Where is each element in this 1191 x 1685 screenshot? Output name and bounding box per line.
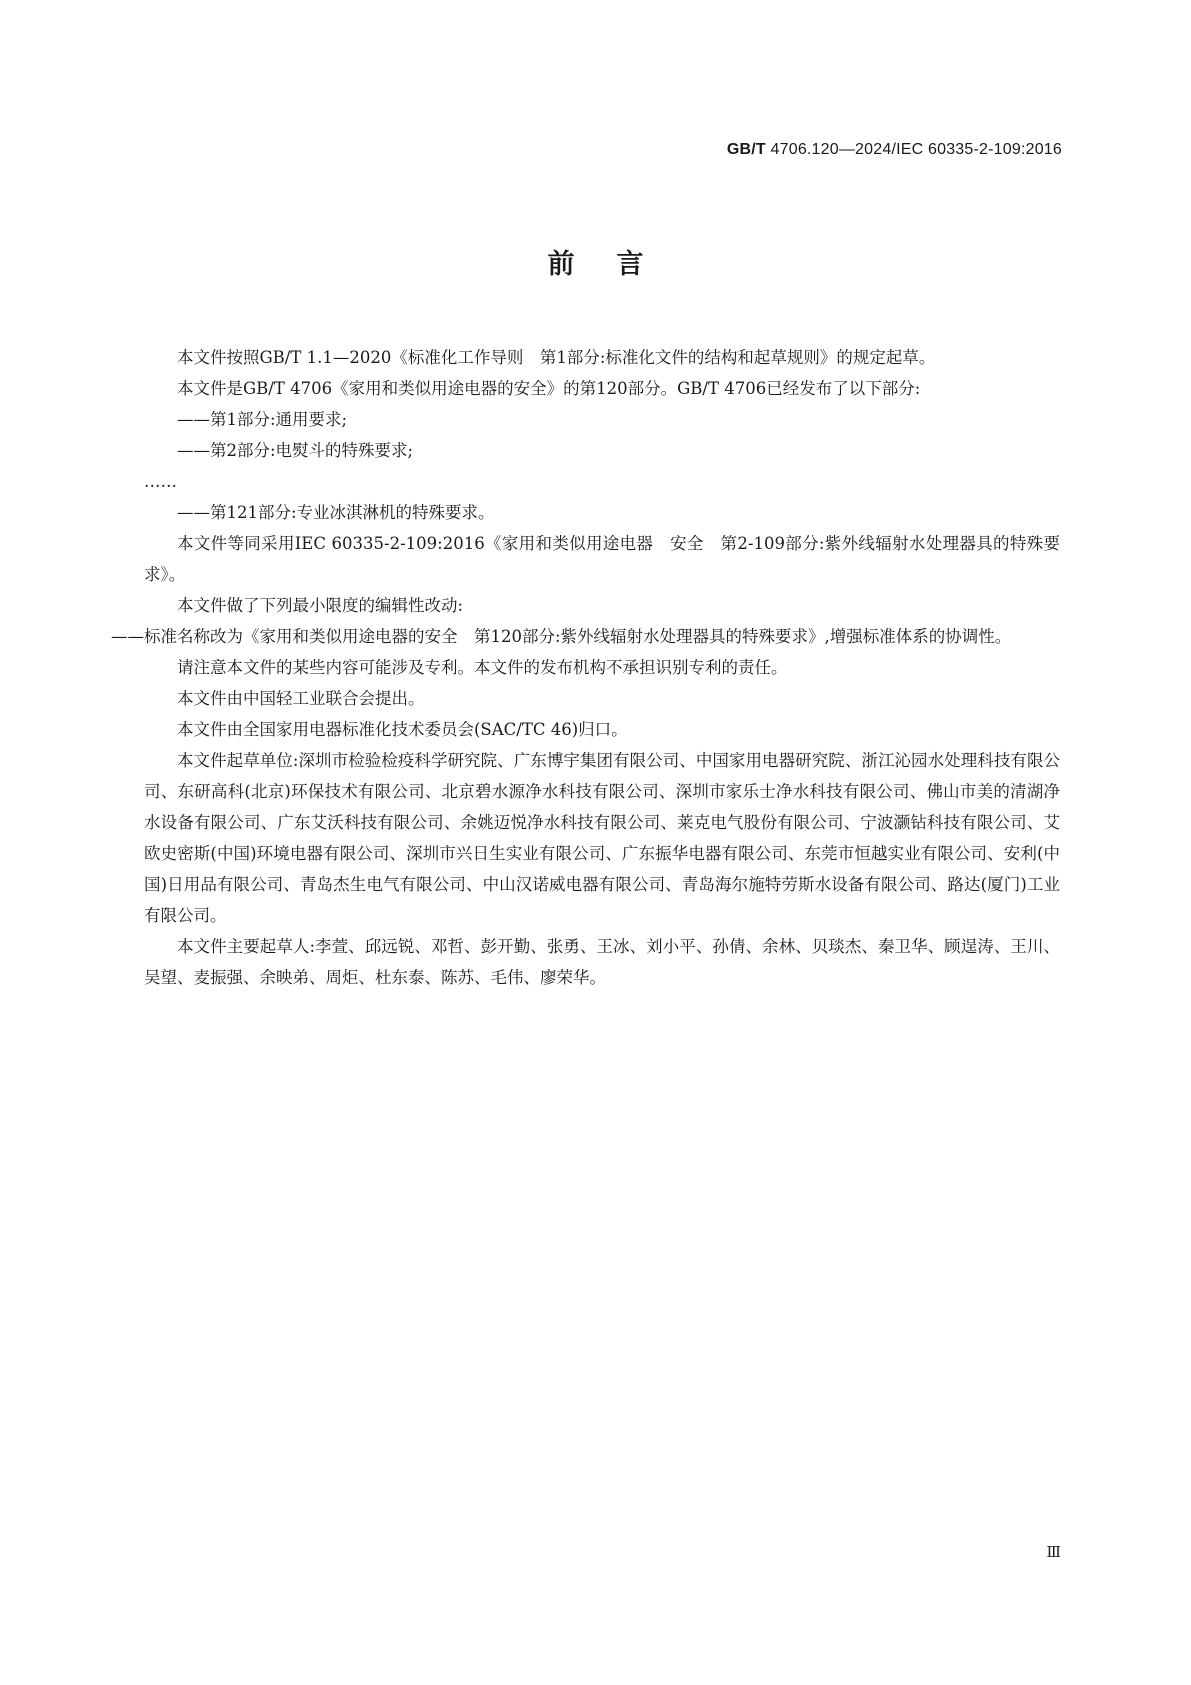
list-item: ——第2部分:电熨斗的特殊要求;: [177, 441, 414, 460]
document-code-number: 4706.120—2024/IEC 60335-2-109:2016: [765, 141, 1062, 158]
committee-paragraph: 本文件由全国家用电器标准化技术委员会(SAC/TC 46)归口。: [177, 720, 628, 739]
editorial-changes-paragraph: 本文件做了下列最小限度的编辑性改动:: [177, 596, 464, 615]
drafters-paragraph: 本文件主要起草人:李萱、邱远锐、邓哲、彭开勤、张勇、王冰、刘小平、孙倩、余林、贝琰杰、秦卫华、顾逞涛、王川、吴望、麦振强、余映弟、周炬、杜东泰、陈苏、毛伟、廖荣华。: [144, 937, 1060, 987]
page-title: 前言: [547, 249, 686, 280]
page-number: Ⅲ: [1046, 1545, 1061, 1561]
document-code: [727, 141, 1062, 159]
list-item: ——第1部分:通用要求;: [177, 410, 348, 429]
document-code-prefix: GB/T: [726, 141, 766, 158]
patent-notice-paragraph: 请注意本文件的某些内容可能涉及专利。本文件的发布机构不承担识别专利的责任。: [177, 658, 788, 677]
list-item: ——第121部分:专业冰淇淋机的特殊要求。: [177, 503, 495, 522]
proposer-paragraph: 本文件由中国轻工业联合会提出。: [177, 689, 425, 708]
adoption-paragraph: 本文件等同采用IEC 60335-2-109:2016《家用和类似用途电器 安全 第2-109部分:紫外线辐射水处理器具的特殊要求》。: [144, 534, 1060, 584]
series-intro-paragraph: 本文件是GB/T 4706《家用和类似用途电器的安全》的第120部分。GB/T 4706已经发布了以下部分:: [177, 379, 921, 398]
list-ellipsis: ……: [144, 472, 177, 491]
drafting-rules-paragraph: 本文件按照GB/T 1.1—2020《标准化工作导则 第1部分:标准化文件的结构和起草规则》的规定起草。: [177, 348, 936, 367]
editorial-change-item: ——标准名称改为《家用和类似用途电器的安全 第120部分:紫外线辐射水处理器具的特殊要求》,增强标准体系的协调性。: [111, 627, 1012, 646]
preface-body: [111, 342, 1060, 993]
drafting-units-paragraph: 本文件起草单位:深圳市检验检疫科学研究院、广东博宇集团有限公司、中国家用电器研究院、浙江沁园水处理科技有限公司、东研高科(北京)环保技术有限公司、北京碧水源净水科技有限公司、深圳市家乐士净水科技有限公司、佛山市美的清湖净水设备有限公司、广东艾沃科技有限公司、余姚迈悦净水科技有限公司、莱克电气股份有限公司、宁波灏钻科技有限公司、艾欧史密斯(中国)环境电器有限公司、深圳市兴日生实业有限公司、广东振华电器有限公司、东莞市恒越实业有限公司、安利(中国)日用品有限公司、青岛杰生电气有限公司、中山汉诺威电器有限公司、青岛海尔施特劳斯水设备有限公司、路达(厦门)工业有限公司。: [144, 751, 1060, 925]
